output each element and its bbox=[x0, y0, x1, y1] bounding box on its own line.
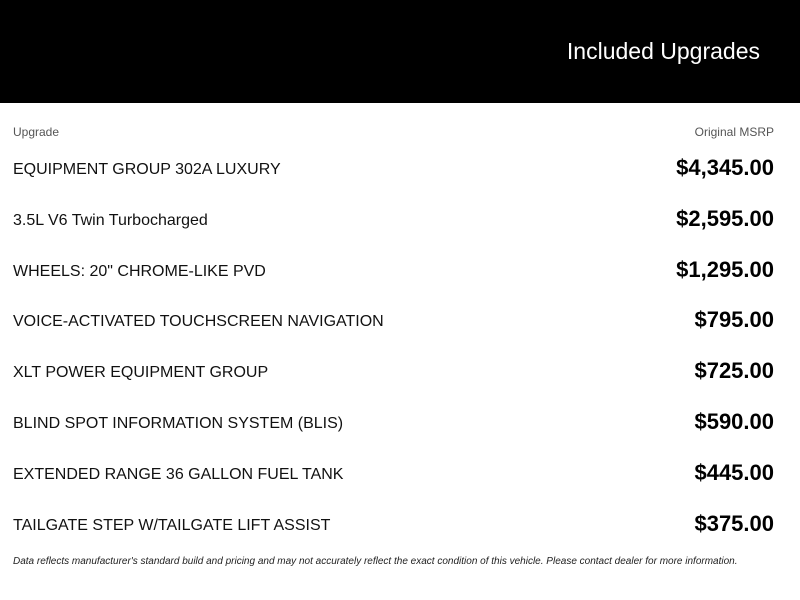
upgrade-name: 3.5L V6 Twin Turbocharged bbox=[13, 211, 208, 229]
upgrade-price: $375.00 bbox=[694, 510, 774, 536]
upgrade-price: $725.00 bbox=[694, 358, 774, 384]
upgrade-price: $795.00 bbox=[694, 307, 774, 333]
table-header bbox=[13, 125, 774, 141]
column-header-upgrade: Upgrade bbox=[13, 125, 60, 139]
page-title: Included Upgrades bbox=[566, 38, 760, 64]
upgrade-price: $4,345.00 bbox=[676, 155, 774, 180]
upgrade-price: $590.00 bbox=[694, 408, 774, 434]
upgrade-name: EQUIPMENT GROUP 302A LUXURY bbox=[13, 161, 281, 178]
header-bar bbox=[0, 0, 800, 103]
disclaimer-text: Data reflects manufacturer's standard build and pricing and may not accurately reflect the exact condition of this vehicle. Please contact dealer for more information. bbox=[13, 556, 738, 567]
upgrade-price: $445.00 bbox=[694, 459, 774, 485]
upgrade-price: $2,595.00 bbox=[676, 205, 774, 231]
table-row bbox=[13, 196, 774, 247]
upgrade-name: WHEELS: 20" CHROME-LIKE PVD bbox=[13, 262, 266, 280]
table-row bbox=[13, 348, 774, 399]
table-row bbox=[13, 501, 774, 552]
upgrade-name: TAILGATE STEP W/TAILGATE LIFT ASSIST bbox=[13, 516, 331, 534]
table-row bbox=[13, 145, 774, 196]
upgrade-price: $1,295.00 bbox=[676, 256, 774, 282]
column-header-msrp: Original MSRP bbox=[694, 125, 774, 139]
upgrade-name: EXTENDED RANGE 36 GALLON FUEL TANK bbox=[13, 465, 344, 483]
table-row bbox=[13, 247, 774, 298]
upgrade-name: XLT POWER EQUIPMENT GROUP bbox=[13, 364, 269, 382]
table-row bbox=[13, 450, 774, 501]
upgrade-name: VOICE-ACTIVATED TOUCHSCREEN NAVIGATION bbox=[13, 313, 384, 331]
upgrades-list bbox=[13, 145, 774, 551]
upgrade-name: BLIND SPOT INFORMATION SYSTEM (BLIS) bbox=[13, 414, 344, 432]
table-row bbox=[13, 399, 774, 450]
table-row bbox=[13, 297, 774, 348]
